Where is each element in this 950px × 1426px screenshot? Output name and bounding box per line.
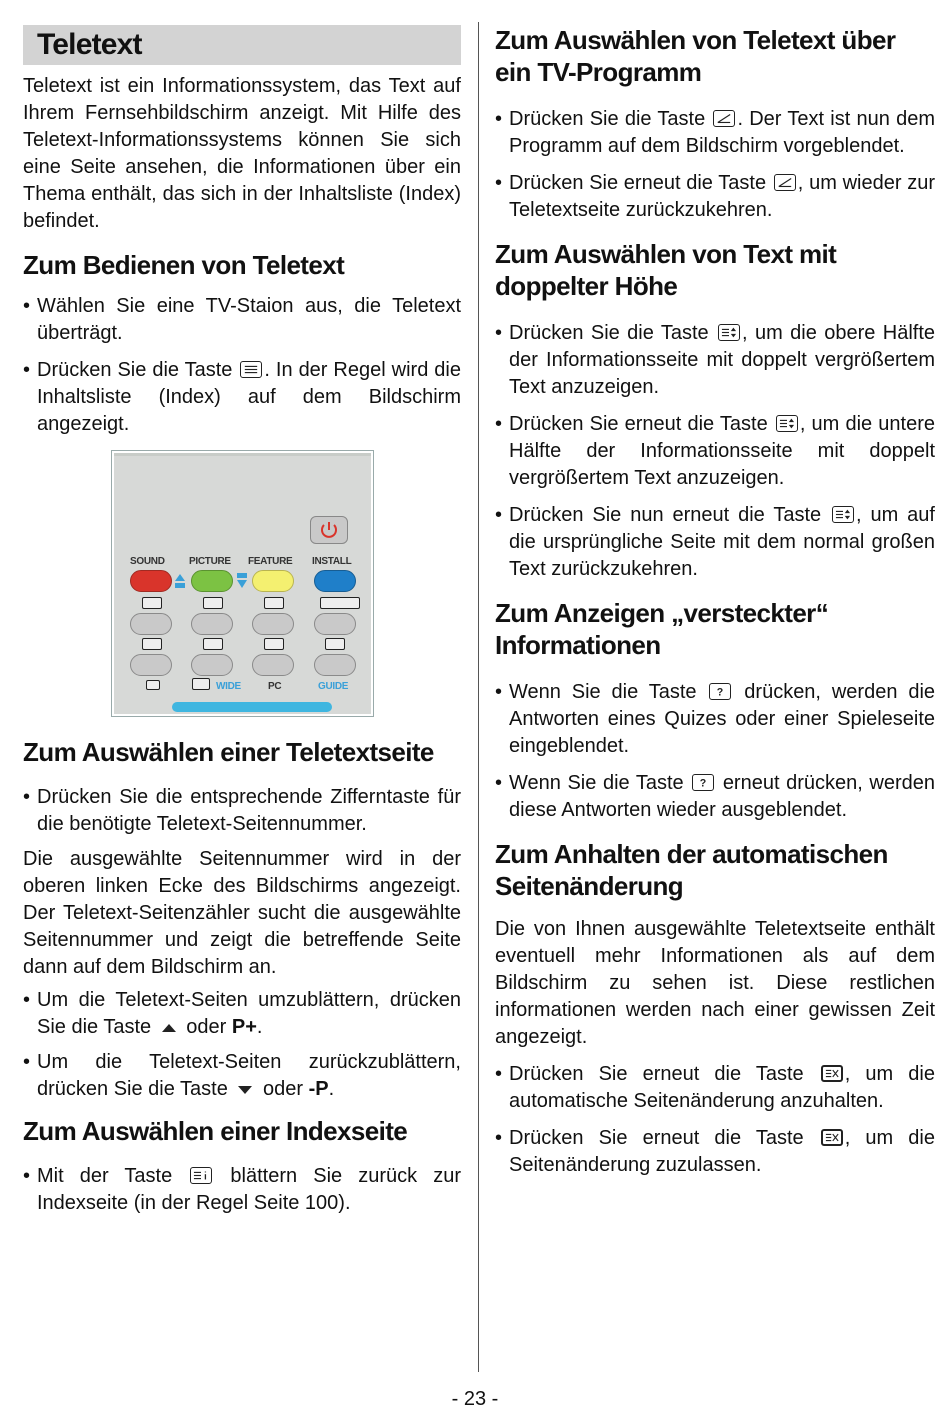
bullet-mix-off: • Drücken Sie erneut die Taste , um wieder zur Teletextseite zurückzukehren. [495, 170, 935, 224]
up-triangle-icon [161, 1023, 177, 1033]
bullet-hold-off: • Drücken Sie erneut die Taste , um die Seitenänderung zuzulassen. [495, 1125, 935, 1179]
heading-select-index: Zum Auswählen einer Indexseite [23, 1116, 408, 1146]
teletext-size-icon [203, 638, 223, 650]
mix-key-icon [774, 174, 796, 191]
right-column [495, 24, 935, 1189]
label-guide: GUIDE [318, 681, 349, 692]
teletext-reveal-icon [264, 638, 284, 650]
intro-paragraph: Teletext ist ein Informationssystem, das Text auf Ihrem Fernsehbildschirm anzeigt. Mit Hilfe des Teletext-Informationssystems können Sie sich eine Seite ansehen, die Informationen über ein Thema enthält, das sich in der Inhaltsliste (Index) befindet. [23, 75, 461, 232]
bullet-double-bottom: • Drücken Sie erneut die Taste , um die untere Hälfte der Informationsseite mit doppelt vergrößertem Text anzuzeigen. [495, 411, 935, 492]
remote-button-r1c3 [252, 613, 294, 635]
bullet-reveal-off: • Wenn Sie die Taste ? erneut drücken, werden diese Antworten wieder ausgeblendet. [495, 770, 935, 824]
column-divider [478, 22, 479, 1372]
remote-button-r2c3 [252, 654, 294, 676]
green-button [191, 570, 233, 592]
teletext-key-icon [240, 361, 262, 378]
remote-button-r1c2 [191, 613, 233, 635]
cyan-bar [172, 702, 332, 712]
svg-text:?: ? [717, 686, 724, 699]
reveal-key-icon [692, 774, 714, 791]
bullet-mix-on: • Drücken Sie die Taste . Der Text ist nun dem Programm auf dem Bildschirm vorgeblendet. [495, 106, 935, 160]
teletext-hold-icon [264, 597, 284, 609]
label-sound: SOUND [130, 556, 165, 567]
down-triangle-icon [237, 1085, 253, 1095]
remote-button-r2c4 [314, 654, 356, 676]
screen-icon [146, 680, 160, 690]
bullet-double-reset: • Drücken Sie nun erneut die Taste , um auf die ursprüngliche Seite mit dem normal großen Text zurückzukehren. [495, 502, 935, 583]
bullet-page-up: • Um die Teletext-Seiten umzublättern, drücken Sie die Taste oder P+. [23, 987, 461, 1041]
heading-teletext-over-tv: Zum Auswählen von Teletext über ein TV-Programm [495, 25, 896, 87]
bullet-hold-on: • Drücken Sie erneut die Taste , um die automatische Seitenänderung anzuhalten. [495, 1061, 935, 1115]
size-key-icon [832, 506, 854, 523]
remote-button-r2c1 [130, 654, 172, 676]
bullet-double-top: • Drücken Sie die Taste , um die obere Hälfte der Informationsseite mit doppelt vergrößertem Text anzuzeigen. [495, 320, 935, 401]
remote-button-r1c1 [130, 613, 172, 635]
bullet-number-key: • Drücken Sie die entsprechende Zifferntaste für die benötigte Teletext-Seitennummer. [23, 784, 461, 838]
blue-button [314, 570, 356, 592]
heading-select-page: Zum Auswählen einer Teletextseite [23, 737, 434, 767]
heading-operate-teletext: Zum Bedienen von Teletext [23, 250, 345, 280]
left-column-lower [23, 736, 461, 1227]
teletext-list-icon [142, 597, 162, 609]
hold-key-icon [821, 1129, 843, 1146]
arrow-down-icon [236, 570, 248, 592]
remote-button-r2c2 [191, 654, 233, 676]
left-column [23, 0, 461, 448]
title-bar [23, 25, 461, 65]
reveal-key-icon [709, 683, 731, 700]
bullet-page-down: • Um die Teletext-Seiten zurückzublättern, drücken Sie die Taste oder -P. [23, 1049, 461, 1103]
remote-panel [114, 453, 371, 714]
svg-text:?: ? [700, 777, 707, 790]
page-number: - 23 - [451, 1388, 499, 1410]
bullet-press-teletext: • Drücken Sie die Taste . In der Regel wird die Inhaltsliste (Index) auf dem Bildschirm angezeigt. [23, 357, 461, 438]
label-wide: WIDE [216, 681, 241, 692]
mix-key-icon [713, 110, 735, 127]
hold-key-icon [821, 1065, 843, 1082]
hold-paragraph: Die von Ihnen ausgewählte Teletextseite enthält eventuell mehr Informationen als auf dem Bildschirm zu sehen ist. Diese restlichen informationen werden nach einer gewissen Zeit angezeigt. [495, 918, 935, 1048]
index-key-icon [190, 1167, 212, 1184]
teletext-picture-icon [203, 597, 223, 609]
teletext-index-icon [325, 638, 345, 650]
teletext-mix-icon [142, 638, 162, 650]
page-number-paragraph: Die ausgewählte Seitennummer wird in der oberen linken Ecke des Bildschirms angezeigt. Der Teletext-Seitenzähler sucht die ausgewählte Seitennummer und zeigt die betreffende Seite dann auf dem Bildschirm an. [23, 848, 461, 978]
wide-icon [192, 678, 210, 690]
arrow-up-icon [174, 570, 186, 592]
heading-double-height: Zum Auswählen von Text mit doppelter Höhe [495, 239, 837, 301]
teletext-cancel-icon [320, 597, 360, 609]
remote-button-r1c4 [314, 613, 356, 635]
size-key-icon [718, 324, 740, 341]
label-pc: PC [268, 681, 282, 692]
bullet-reveal-on: • Wenn Sie die Taste ? drücken, werden die Antworten eines Quizes oder einer Spieleseite eingeblendet. [495, 679, 935, 760]
heading-hold-page: Zum Anhalten der automatischen Seitenänderung [495, 839, 888, 901]
heading-hidden-info: Zum Anzeigen „versteckter“ Informationen [495, 598, 829, 660]
label-install: INSTALL [312, 556, 352, 567]
red-button [130, 570, 172, 592]
remote-control-illustration [111, 450, 374, 717]
power-icon [311, 517, 347, 543]
label-feature: FEATURE [248, 556, 293, 567]
bullet-select-station: • Wählen Sie eine TV-Staion aus, die Teletext überträgt. [23, 293, 461, 347]
power-button [310, 516, 348, 544]
page-title: Teletext [37, 28, 142, 61]
bullet-index-key: • Mit der Taste blättern Sie zurück zur Indexseite (in der Regel Seite 100). [23, 1163, 461, 1217]
size-key-icon [776, 415, 798, 432]
label-picture: PICTURE [189, 556, 231, 567]
yellow-button [252, 570, 294, 592]
